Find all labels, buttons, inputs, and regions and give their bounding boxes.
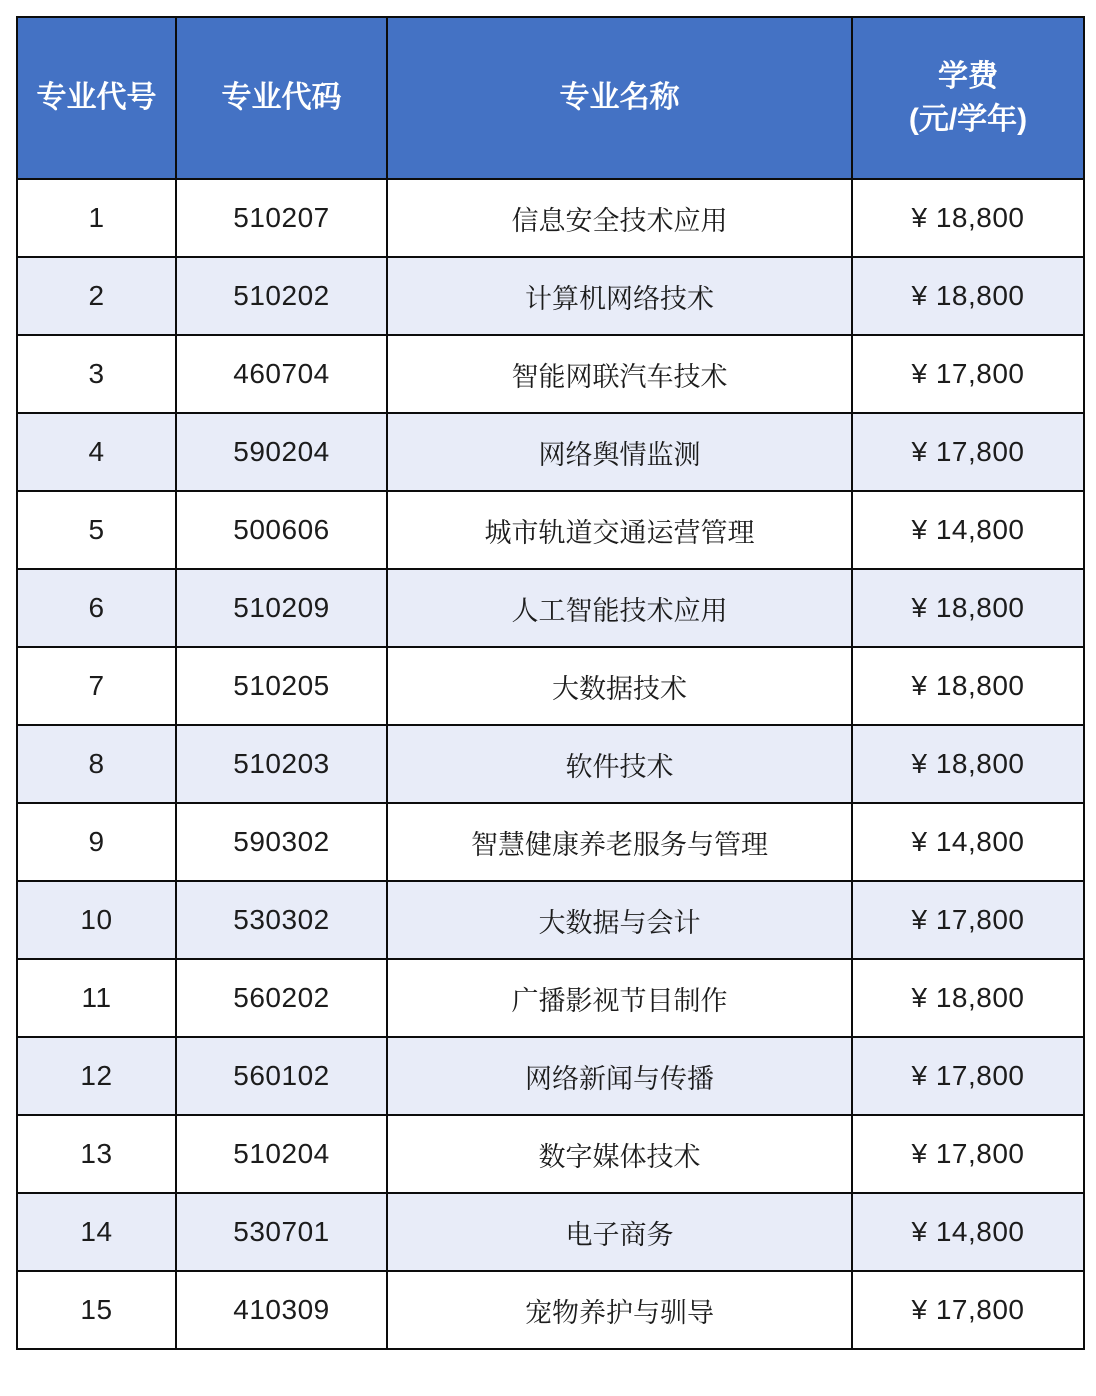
table-header xyxy=(17,17,1084,179)
cell-major-code: 560102 xyxy=(176,1037,387,1115)
cell-major-code: 530701 xyxy=(176,1193,387,1271)
cell-major-name: 智慧健康养老服务与管理 xyxy=(387,803,852,881)
cell-major-no: 3 xyxy=(17,335,176,413)
col-header-tuition xyxy=(852,17,1084,179)
cell-major-no: 4 xyxy=(17,413,176,491)
cell-major-code: 510202 xyxy=(176,257,387,335)
cell-tuition: ¥ 17,800 xyxy=(852,1037,1084,1115)
table-row xyxy=(17,491,1084,569)
cell-major-no: 11 xyxy=(17,959,176,1037)
cell-major-name: 数字媒体技术 xyxy=(387,1115,852,1193)
table-row xyxy=(17,413,1084,491)
cell-tuition: ¥ 17,800 xyxy=(852,413,1084,491)
cell-major-no: 6 xyxy=(17,569,176,647)
cell-major-no: 10 xyxy=(17,881,176,959)
cell-major-no: 14 xyxy=(17,1193,176,1271)
table-row xyxy=(17,881,1084,959)
cell-major-name: 网络舆情监测 xyxy=(387,413,852,491)
cell-major-name: 电子商务 xyxy=(387,1193,852,1271)
cell-major-code: 500606 xyxy=(176,491,387,569)
cell-tuition: ¥ 17,800 xyxy=(852,1115,1084,1193)
cell-major-no: 7 xyxy=(17,647,176,725)
table-body xyxy=(17,179,1084,1349)
table-row xyxy=(17,1115,1084,1193)
table-row xyxy=(17,1037,1084,1115)
col-header-major-no: 专业代号 xyxy=(17,17,176,179)
col-header-major-name: 专业名称 xyxy=(387,17,852,179)
cell-major-no: 2 xyxy=(17,257,176,335)
cell-major-name: 广播影视节目制作 xyxy=(387,959,852,1037)
cell-major-no: 5 xyxy=(17,491,176,569)
table-row xyxy=(17,257,1084,335)
cell-tuition: ¥ 14,800 xyxy=(852,491,1084,569)
cell-major-code: 410309 xyxy=(176,1271,387,1349)
cell-major-code: 590302 xyxy=(176,803,387,881)
table-row xyxy=(17,179,1084,257)
cell-major-name: 网络新闻与传播 xyxy=(387,1037,852,1115)
col-header-tuition-line1: 学费 xyxy=(938,59,998,93)
table-row xyxy=(17,959,1084,1037)
cell-major-no: 13 xyxy=(17,1115,176,1193)
cell-tuition: ¥ 18,800 xyxy=(852,569,1084,647)
col-header-major-code: 专业代码 xyxy=(176,17,387,179)
cell-major-code: 510209 xyxy=(176,569,387,647)
cell-tuition: ¥ 14,800 xyxy=(852,1193,1084,1271)
cell-major-name: 人工智能技术应用 xyxy=(387,569,852,647)
cell-major-code: 530302 xyxy=(176,881,387,959)
cell-major-name: 大数据与会计 xyxy=(387,881,852,959)
table-row xyxy=(17,647,1084,725)
table-row xyxy=(17,725,1084,803)
cell-major-code: 510204 xyxy=(176,1115,387,1193)
cell-tuition: ¥ 18,800 xyxy=(852,959,1084,1037)
header-row xyxy=(17,17,1084,179)
cell-major-code: 590204 xyxy=(176,413,387,491)
cell-tuition: ¥ 17,800 xyxy=(852,1271,1084,1349)
cell-major-code: 510205 xyxy=(176,647,387,725)
cell-major-no: 9 xyxy=(17,803,176,881)
cell-major-name: 信息安全技术应用 xyxy=(387,179,852,257)
cell-major-name: 宠物养护与驯导 xyxy=(387,1271,852,1349)
col-header-tuition-line2: (元/学年) xyxy=(908,103,1028,136)
cell-major-name: 智能网联汽车技术 xyxy=(387,335,852,413)
cell-major-code: 510203 xyxy=(176,725,387,803)
cell-tuition: ¥ 17,800 xyxy=(852,881,1084,959)
cell-major-name: 城市轨道交通运营管理 xyxy=(387,491,852,569)
cell-major-code: 510207 xyxy=(176,179,387,257)
table-row xyxy=(17,1271,1084,1349)
cell-major-no: 15 xyxy=(17,1271,176,1349)
cell-major-name: 大数据技术 xyxy=(387,647,852,725)
table-row xyxy=(17,335,1084,413)
cell-major-code: 460704 xyxy=(176,335,387,413)
tuition-table xyxy=(16,16,1085,1350)
cell-major-no: 12 xyxy=(17,1037,176,1115)
cell-major-name: 软件技术 xyxy=(387,725,852,803)
table-row xyxy=(17,803,1084,881)
cell-tuition: ¥ 18,800 xyxy=(852,257,1084,335)
cell-tuition: ¥ 18,800 xyxy=(852,725,1084,803)
cell-tuition: ¥ 18,800 xyxy=(852,647,1084,725)
cell-tuition: ¥ 14,800 xyxy=(852,803,1084,881)
cell-major-no: 8 xyxy=(17,725,176,803)
cell-tuition: ¥ 17,800 xyxy=(852,335,1084,413)
cell-major-code: 560202 xyxy=(176,959,387,1037)
cell-major-name: 计算机网络技术 xyxy=(387,257,852,335)
cell-major-no: 1 xyxy=(17,179,176,257)
table-row xyxy=(17,1193,1084,1271)
cell-tuition: ¥ 18,800 xyxy=(852,179,1084,257)
table-row xyxy=(17,569,1084,647)
